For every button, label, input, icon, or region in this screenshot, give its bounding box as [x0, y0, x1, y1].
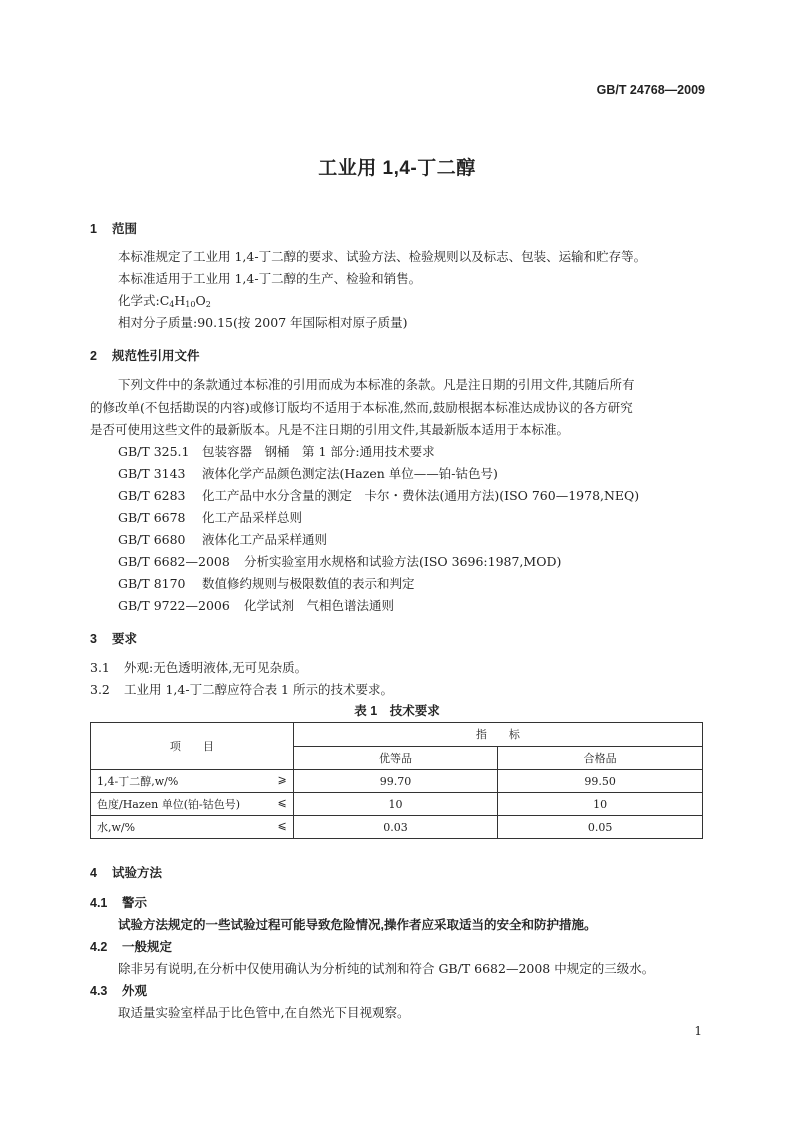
subsection-heading [90, 981, 147, 999]
clause-item [90, 680, 393, 698]
paragraph-line: 的修改单(不包括勘误的内容)或修订版均不适用于本标准,然而,鼓励根据本标准达成协议的各方研究 [90, 400, 633, 415]
reference-code: GB/T 8170 [118, 576, 186, 591]
header-item: 项 目 [91, 723, 294, 770]
reference-code: GB/T 9722—2006 [118, 598, 230, 613]
reference-item [118, 442, 435, 460]
section-number: 4 [90, 866, 97, 880]
section-2-heading [90, 346, 200, 364]
reference-title: 化工产品中水分含量的测定 卡尔・费休法(通用方法)(ISO 760—1978,NEQ) [202, 488, 640, 503]
formula-element: C [159, 293, 170, 308]
section-title: 试验方法 [112, 866, 163, 880]
paragraph: 本标准规定了工业用 1,4-丁二醇的要求、试验方法、检验规则以及标志、包装、运输和贮存等。 [118, 249, 647, 264]
item-name: 色度/Hazen 单位(铂-钴色号) [97, 798, 241, 811]
header-index: 指 标 [293, 723, 702, 747]
item-cell [91, 793, 294, 816]
section-number: 2 [90, 349, 97, 363]
section-4-heading [90, 863, 162, 881]
clause-text: 外观:无色透明液体,无可见杂质。 [124, 660, 308, 675]
section-title: 要求 [112, 632, 138, 646]
formula-label: 化学式: [118, 293, 160, 308]
reference-item [118, 530, 327, 548]
value-cell: 99.50 [498, 770, 703, 793]
technical-requirements-table [90, 722, 703, 839]
value-cell: 0.05 [498, 816, 703, 839]
chemical-formula [118, 291, 211, 309]
comparison-operator: ⩾ [277, 773, 287, 786]
reference-code: GB/T 6283 [118, 488, 186, 503]
molar-mass: 相对分子质量:90.15(按 2007 年国际相对原子质量) [118, 315, 408, 330]
clause-text: 工业用 1,4-丁二醇应符合表 1 所示的技术要求。 [124, 682, 393, 697]
reference-code: GB/T 3143 [118, 466, 186, 481]
reference-item [118, 552, 561, 570]
formula-element: O [195, 293, 206, 308]
reference-title: 数值修约规则与极限数值的表示和判定 [202, 576, 415, 591]
reference-item [118, 508, 302, 526]
paragraph: 取适量实验室样品于比色管中,在自然光下目视观察。 [118, 1005, 410, 1020]
item-name: 水,w/% [97, 821, 136, 834]
subsection-heading [90, 937, 172, 955]
paragraph: 除非另有说明,在分析中仅使用确认为分析纯的试剂和符合 GB/T 6682—2008 中规定的三级水。 [118, 961, 655, 976]
subsection-title: 一般规定 [122, 940, 173, 954]
reference-title: 液体化工产品采样通则 [202, 532, 328, 547]
reference-item [118, 596, 394, 614]
subsection-title: 警示 [122, 896, 148, 910]
formula-subscript: 10 [185, 300, 196, 309]
subsection-number: 4.1 [90, 896, 108, 910]
value-cell: 10 [498, 793, 703, 816]
paragraph-line: 下列文件中的条款通过本标准的引用而成为本标准的条款。凡是注日期的引用文件,其随后所有 [118, 377, 635, 392]
section-title: 规范性引用文件 [112, 349, 200, 363]
section-number: 1 [90, 222, 97, 236]
subsection-number: 4.2 [90, 940, 108, 954]
formula-subscript: 4 [169, 300, 175, 309]
document-title: 工业用 1,4-丁二醇 [318, 158, 476, 179]
reference-title: 包装容器 钢桶 第 1 部分:通用技术要求 [202, 444, 435, 459]
section-number: 3 [90, 632, 97, 646]
section-3-heading [90, 629, 137, 647]
value-cell: 99.70 [293, 770, 498, 793]
comparison-operator: ⩽ [277, 796, 287, 809]
reference-item [118, 464, 498, 482]
section-1-heading [90, 219, 137, 237]
subsection-title: 外观 [122, 984, 148, 998]
paragraph: 本标准适用于工业用 1,4-丁二醇的生产、检验和销售。 [118, 271, 422, 286]
formula-element: H [174, 293, 186, 308]
item-cell [91, 816, 294, 839]
page-number: 1 [694, 1024, 702, 1038]
reference-title: 化学试剂 气相色谱法通则 [244, 598, 395, 613]
reference-title: 液体化学产品颜色测定法(Hazen 单位——铂-钴色号) [202, 466, 498, 481]
item-cell [91, 770, 294, 793]
reference-code: GB/T 325.1 [118, 444, 190, 459]
header-grade-qualified: 合格品 [498, 746, 703, 770]
clause-item [90, 658, 307, 676]
value-cell: 0.03 [293, 816, 498, 839]
reference-code: GB/T 6682—2008 [118, 554, 230, 569]
clause-number: 3.1 [90, 660, 110, 675]
table-caption: 表 1 技术要求 [354, 704, 440, 718]
table-row [91, 770, 703, 793]
reference-code: GB/T 6680 [118, 532, 186, 547]
warning-text: 试验方法规定的一些试验过程可能导致危险情况,操作者应采取适当的安全和防护措施。 [118, 918, 597, 932]
subsection-heading [90, 893, 147, 911]
header-grade-premium: 优等品 [293, 746, 498, 770]
formula-subscript: 2 [205, 300, 211, 309]
paragraph-line: 是否可使用这些文件的最新版本。凡是不注日期的引用文件,其最新版本适用于本标准。 [90, 422, 569, 437]
reference-code: GB/T 6678 [118, 510, 186, 525]
reference-title: 分析实验室用水规格和试验方法(ISO 3696:1987,MOD) [244, 554, 562, 569]
reference-item [118, 486, 639, 504]
table-row [91, 793, 703, 816]
standard-number: GB/T 24768—2009 [596, 83, 705, 97]
section-title: 范围 [112, 222, 138, 236]
table-header-row [91, 723, 703, 747]
clause-number: 3.2 [90, 682, 110, 697]
item-name: 1,4-丁二醇,w/% [97, 775, 179, 788]
subsection-number: 4.3 [90, 984, 108, 998]
reference-item [118, 574, 415, 592]
table-row [91, 816, 703, 839]
reference-title: 化工产品采样总则 [202, 510, 303, 525]
value-cell: 10 [293, 793, 498, 816]
comparison-operator: ⩽ [277, 819, 287, 832]
